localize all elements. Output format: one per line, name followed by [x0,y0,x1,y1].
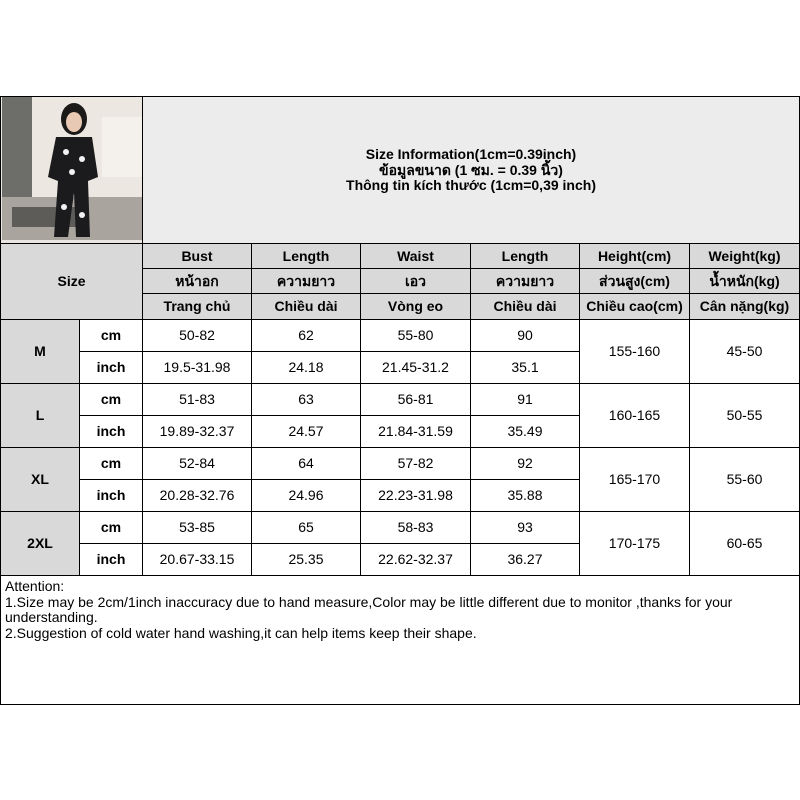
cell-length-cm: 64 [252,448,361,480]
col-header-en: Weight(kg) [690,244,800,269]
attention-note [1,576,800,705]
cell-length2-inch: 35.88 [471,480,580,512]
cell-waist-cm: 56-81 [361,384,471,416]
cell-length-cm: 62 [252,320,361,352]
unit-inch: inch [80,544,143,576]
title-vietnamese: Thông tin kích thước (1cm=0,39 inch) [346,176,596,193]
unit-inch: inch [80,416,143,448]
table-row [1,384,800,416]
size-label-l: L [1,384,80,448]
cell-bust-inch: 20.67-33.15 [143,544,252,576]
table-row [1,512,800,544]
cell-bust-cm: 53-85 [143,512,252,544]
attention-item-1: 1.Size may be 2cm/1inch inaccuracy due to hand measure,Color may be little different due to monitor ,thanks for your understanding. [5,593,733,626]
cell-waist-cm: 58-83 [361,512,471,544]
size-header: Size [1,244,143,320]
cell-bust-cm: 52-84 [143,448,252,480]
cell-length2-cm: 93 [471,512,580,544]
unit-cm: cm [80,448,143,480]
title-english: Size Information(1cm=0.39inch) [365,146,577,163]
cell-length2-inch: 35.1 [471,352,580,384]
unit-inch: inch [80,480,143,512]
cell-weight: 55-60 [690,448,800,512]
attention-heading: Attention: [5,578,65,595]
cell-waist-cm: 55-80 [361,320,471,352]
table-row [1,448,800,480]
cell-weight: 60-65 [690,512,800,576]
cell-length-inch: 24.96 [252,480,361,512]
col-header-en: Height(cm) [580,244,690,269]
cell-length2-inch: 35.49 [471,416,580,448]
size-label-m: M [1,320,80,384]
unit-cm: cm [80,384,143,416]
cell-length2-cm: 90 [471,320,580,352]
cell-bust-inch: 19.5-31.98 [143,352,252,384]
unit-cm: cm [80,512,143,544]
cell-bust-cm: 51-83 [143,384,252,416]
cell-waist-inch: 22.23-31.98 [361,480,471,512]
cell-length2-inch: 36.27 [471,544,580,576]
col-header-vi: Chiều dài [471,294,580,320]
col-header-th: เอว [361,269,471,294]
unit-cm: cm [80,320,143,352]
cell-height: 160-165 [580,384,690,448]
col-header-en: Waist [361,244,471,269]
col-header-th: ส่วนสูง(cm) [580,269,690,294]
cell-height: 155-160 [580,320,690,384]
cell-length-inch: 24.57 [252,416,361,448]
model-photo-icon [2,97,142,240]
size-chart-table [0,96,800,705]
product-photo [1,97,143,244]
col-header-en: Length [252,244,361,269]
size-chart-sheet [0,96,799,705]
cell-bust-inch: 20.28-32.76 [143,480,252,512]
table-row [1,320,800,352]
col-header-th: ความยาว [471,269,580,294]
size-label-2xl: 2XL [1,512,80,576]
cell-bust-cm: 50-82 [143,320,252,352]
unit-inch: inch [80,352,143,384]
cell-length-inch: 24.18 [252,352,361,384]
cell-length-inch: 25.35 [252,544,361,576]
col-header-vi: Chiều cao(cm) [580,294,690,320]
cell-length-cm: 63 [252,384,361,416]
cell-waist-cm: 57-82 [361,448,471,480]
cell-bust-inch: 19.89-32.37 [143,416,252,448]
cell-waist-inch: 21.45-31.2 [361,352,471,384]
cell-length-cm: 65 [252,512,361,544]
col-header-vi: Vòng eo [361,294,471,320]
title-thai: ข้อมูลขนาด (1 ซม. = 0.39 นิ้ว) [379,161,563,178]
cell-length2-cm: 92 [471,448,580,480]
col-header-th: น้ำหนัก(kg) [690,269,800,294]
size-label-xl: XL [1,448,80,512]
cell-height: 170-175 [580,512,690,576]
attention-item-2: 2.Suggestion of cold water hand washing,it can help items keep their shape. [5,624,477,641]
col-header-th: หน้าอก [143,269,252,294]
size-info-title [143,97,800,244]
cell-length2-cm: 91 [471,384,580,416]
col-header-th: ความยาว [252,269,361,294]
col-header-vi: Cân nặng(kg) [690,294,800,320]
col-header-en: Length [471,244,580,269]
cell-weight: 45-50 [690,320,800,384]
cell-height: 165-170 [580,448,690,512]
cell-waist-inch: 21.84-31.59 [361,416,471,448]
col-header-vi: Chiều dài [252,294,361,320]
col-header-en: Bust [143,244,252,269]
col-header-vi: Trang chủ [143,294,252,320]
cell-weight: 50-55 [690,384,800,448]
cell-waist-inch: 22.62-32.37 [361,544,471,576]
